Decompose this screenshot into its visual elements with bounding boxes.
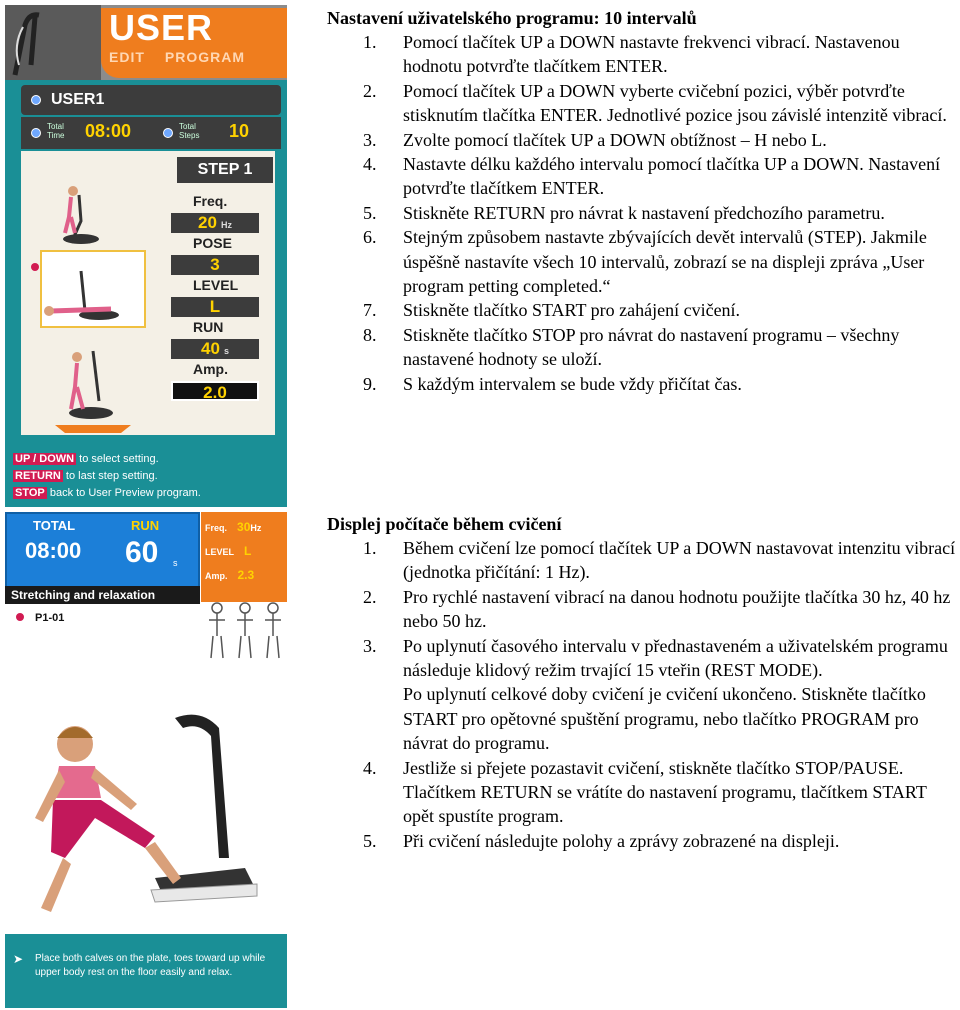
list-item: 1. Pomocí tlačítek UP a DOWN nastavte frekvenci vibrací. Nastavenou hodnotu potvrďte tlačítkem ENTER. bbox=[363, 32, 900, 77]
muscle-figures-icon bbox=[205, 600, 285, 662]
list-item: 3. Zvolte pomocí tlačítek UP a DOWN obtížnost – H nebo L. bbox=[363, 129, 827, 150]
amp-label: Amp. bbox=[193, 361, 228, 377]
amp-readout: Amp. 2.3 bbox=[205, 568, 255, 582]
list-item: 2. Pro rychlé nastavení vibrací na danou hodnotu použijte tlačítka 30 hz, 40 hz nebo 50 hz. bbox=[363, 586, 951, 632]
run-label: RUN bbox=[131, 518, 160, 533]
help-key: RETURN bbox=[15, 470, 61, 482]
steps-indicator-icon bbox=[163, 128, 173, 138]
freq-readout: Freq. 30Hz bbox=[205, 520, 262, 534]
help-line: RETURN to last step setting. bbox=[15, 470, 158, 482]
user-program-steps bbox=[327, 30, 959, 396]
page-subtitle: EDIT PROGRAM bbox=[109, 49, 246, 65]
list-item: 8. Stiskněte tlačítko STOP pro návrat do nastavení programu – všechny nastavené hodnoty se uloží. bbox=[363, 324, 900, 370]
list-item: 1. Během cvičení lze pomocí tlačítek UP a DOWN nastavovat intenzitu vibrací (jednotka přičítání: 1 Hz). bbox=[363, 538, 956, 583]
list-item: 2. Pomocí tlačítek UP a DOWN vyberte cvičební pozici, výběr potvrďte stisknutím tlačítka ENTER. Jednotlivé pozice jsou závislé intenzitě vibrací. bbox=[363, 80, 947, 126]
freq-label: Freq. bbox=[193, 193, 228, 209]
list-item: 9. S každým intervalem se bude vždy přičítat čas. bbox=[363, 373, 742, 394]
list-item: 3. Po uplynutí časového intervalu v přednastaveném a uživatelském programu následuje klidový režim trvající 15 vteřin (REST MODE). Po uplynutí celkové doby cvičení je cvičení ukončeno. Stiskněte tlačítko START pro opětovné spuštění programu, nebo tlačítko PROGRAM pro návrat do programu. bbox=[363, 635, 948, 754]
run-value: 40 s bbox=[171, 339, 259, 359]
list-item: 4. Nastavte délku každého intervalu pomocí tlačítka UP a DOWN. Nastavení potvrďte tlačítkem ENTER. bbox=[363, 154, 941, 199]
help-line: STOP back to User Preview program. bbox=[15, 487, 201, 499]
amp-value: 2.0 bbox=[171, 381, 259, 401]
time-indicator-icon bbox=[31, 128, 41, 138]
page-title: USER bbox=[109, 7, 214, 48]
section-title-display: Displej počítače během cvičení bbox=[327, 514, 562, 534]
pose-value: 3 bbox=[171, 255, 259, 275]
help-key: UP / DOWN bbox=[15, 453, 75, 465]
run-value: 60 bbox=[125, 536, 159, 569]
freq-value: 20 Hz bbox=[171, 213, 259, 233]
run-label: RUN bbox=[193, 319, 224, 335]
list-item: 7. Stiskněte tlačítko START pro zahájení cvičení. bbox=[363, 300, 741, 321]
instruction-text: Place both calves on the plate, toes toward up while upper body rest on the floor easily and relax. bbox=[35, 953, 266, 978]
program-name: Stretching and relaxation bbox=[5, 586, 200, 604]
exercise-photo bbox=[5, 708, 287, 934]
total-steps-label: Total Steps bbox=[179, 122, 200, 140]
total-time-label: Total Time bbox=[47, 122, 65, 140]
total-time-value: 08:00 bbox=[85, 121, 132, 141]
arrow-icon: ➤ bbox=[13, 952, 24, 966]
user-edit-program-screen bbox=[5, 5, 287, 507]
vibration-plate-logo bbox=[5, 5, 101, 80]
total-steps-value: 10 bbox=[229, 121, 250, 141]
run-unit: s bbox=[173, 558, 178, 568]
display-steps bbox=[327, 536, 959, 853]
help-key: STOP bbox=[15, 487, 45, 499]
level-label: LEVEL bbox=[193, 277, 239, 293]
section-title-user-program: Nastavení uživatelského programu: 10 intervalů bbox=[327, 8, 697, 28]
program-code: P1-01 bbox=[35, 612, 65, 624]
list-item: 6. Stejným způsobem nastavte zbývajících devět intervalů (STEP). Jakmile úspěšně nastavíte všech 10 intervalů, zobrazí se na displeji zpráva „User program petting completed.“ bbox=[363, 227, 927, 297]
list-item: 4. Jestliže si přejete pozastavit cvičení, stiskněte tlačítko STOP/PAUSE. Tlačítkem RETURN se vrátíte do nastavení programu, tlačítkem START opět spustíte program. bbox=[363, 757, 927, 827]
total-value: 08:00 bbox=[25, 538, 82, 563]
level-readout: LEVEL L bbox=[205, 544, 252, 558]
pose-label: POSE bbox=[193, 235, 232, 251]
exercise-display-screen bbox=[5, 512, 287, 1008]
step-indicator: STEP 1 bbox=[177, 157, 273, 183]
level-value: L bbox=[171, 297, 259, 317]
total-label: TOTAL bbox=[33, 518, 76, 533]
program-indicator-icon bbox=[15, 612, 25, 622]
help-line: UP / DOWN to select setting. bbox=[15, 453, 159, 465]
list-item: 5. Stiskněte RETURN pro návrat k nastavení předchozího parametru. bbox=[363, 202, 885, 223]
user-indicator-icon bbox=[31, 95, 41, 105]
user-name: USER1 bbox=[51, 91, 105, 108]
list-item: 5. Při cvičení následujte polohy a zprávy zobrazené na displeji. bbox=[363, 830, 840, 851]
